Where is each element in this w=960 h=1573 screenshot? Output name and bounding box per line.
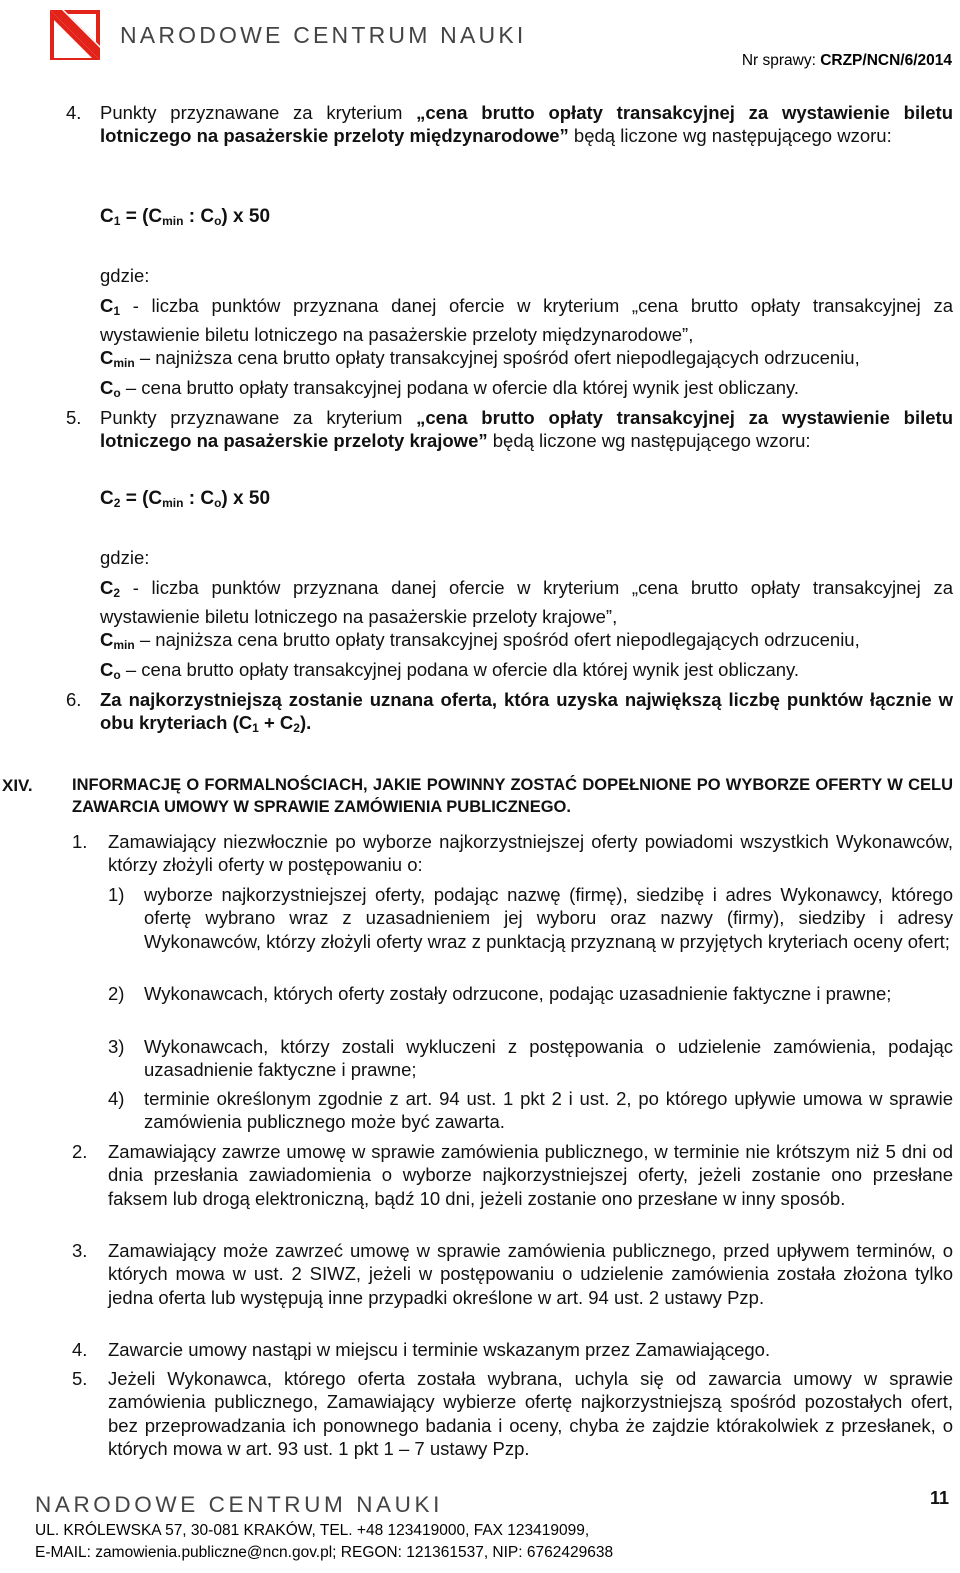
point-5-def-c2: $C_2$ - liczba punktów przyznana danej ofercie w kryterium „cena brutto opłaty transakcyjnej za wystawienie biletu lotniczego na pasażerskie przeloty krajowe”,: [100, 577, 953, 628]
page-number: 11: [930, 1488, 950, 1508]
section-item-3-number: 3.: [72, 1240, 88, 1261]
point-5-def-co: $C_o$ – cena brutto opłaty transakcyjnej podana w ofercie dla której wynik jest obliczany.: [100, 659, 800, 682]
ncn-logo-icon: [50, 10, 100, 60]
section-item-5-text: Jeżeli Wykonawca, którego oferta została wybrana, uchyla się od zawarcia umowy w sprawie zamówienia publicznego, Zamawiający wybierze ofertę najkorzystniejszą spośród pozostałych ofert, bez przeprowadzania ich ponownego badania i oceny, chyba że zajdzie którakolwiek z przesłanek, o których mowa w art. 93 ust. 1 pkt 1 – 7 ustawy Pzp.: [108, 1368, 953, 1460]
point-6-text: Za najkorzystniejszą zostanie uznana oferta, która uzyska największą liczbę punktów łącznie w obu kryteriach $(C_1 + C_2)$.: [100, 689, 953, 736]
section-number: XIV.: [2, 776, 33, 795]
footer-address: UL. KRÓLEWSKA 57, 30-081 KRAKÓW, TEL. +48 123419000, FAX 123419099,: [35, 1522, 590, 1539]
subitem-2-number: 2): [108, 983, 125, 1004]
point-4-def-cmin: $C_{min}$ – najniższa cena brutto opłaty transakcyjnej spośród ofert niepodlegających odrzuceniu,: [100, 347, 860, 370]
section-item-1-text: Zamawiający niezwłocznie po wyborze najkorzystniejszej oferty powiadomi wszystkich Wykonawców, którzy złożyli oferty w postępowaniu o:: [108, 831, 953, 876]
section-title: INFORMACJĘ O FORMALNOŚCIACH, JAKIE POWINNY ZOSTAĆ DOPEŁNIONE PO WYBORZE OFERTY W CELU ZAWARCIA UMOWY W SPRAWIE ZAMÓWIENIA PUBLICZNEGO.: [72, 776, 953, 816]
point-5-gdzie: gdzie:: [100, 547, 150, 568]
section-item-5-number: 5.: [72, 1368, 88, 1389]
subitem-3-number: 3): [108, 1036, 125, 1057]
section-item-2-number: 2.: [72, 1141, 88, 1162]
section-item-4-number: 4.: [72, 1339, 88, 1360]
case-number-label: Nr sprawy:: [741, 52, 821, 69]
case-number: [742, 52, 952, 70]
point-5-text: Punkty przyznawane za kryterium „cena brutto opłaty transakcyjnej za wystawienie biletu lotniczego na pasażerskie przeloty krajowe” będą liczone wg następującego wzoru:: [100, 407, 953, 452]
formula-c1: $C_1 = (C_{min}$ : $C_o$) x 50: [100, 206, 271, 228]
point-5-def-cmin: $C_{min}$ – najniższa cena brutto opłaty transakcyjnej spośród ofert niepodlegających odrzuceniu,: [100, 629, 860, 652]
subitem-4-text: terminie określonym zgodnie z art. 94 ust. 1 pkt 2 i ust. 2, po którego upływie umowa w sprawie zamówienia publicznego może być zawarta.: [144, 1088, 953, 1133]
subitem-1-text: wyborze najkorzystniejszej oferty, podając nazwę (firmę), siedzibę i adres Wykonawcy, którego ofertę wybrano wraz z uzasadnieniem jej wyboru oraz nazwy (firmy), siedziby i adresy Wykonawców, którzy złożyli oferty wraz z punktacją przyznaną w przyjętych kryteriach oceny ofert;: [144, 884, 953, 952]
point-4-gdzie: gdzie:: [100, 265, 150, 286]
section-item-3-text: Zamawiający może zawrzeć umowę w sprawie zamówienia publicznego, przed upływem terminów, o których mowa w ust. 2 SIWZ, jeżeli w postępowaniu o udzielenie zamówienia została złożona tylko jedna oferta lub występują inne przypadki określone w art. 94 ust. 2 ustawy Pzp.: [108, 1240, 953, 1308]
subitem-4-number: 4): [108, 1088, 125, 1109]
footer-contact: E-MAIL: zamowienia.publiczne@ncn.gov.pl; REGON: 121361537, NIP: 6762429638: [35, 1544, 614, 1561]
point-4-def-co: $C_o$ – cena brutto opłaty transakcyjnej podana w ofercie dla której wynik jest obliczany.: [100, 377, 800, 400]
subitem-1-number: 1): [108, 884, 125, 905]
point-4-text: Punkty przyznawane za kryterium „cena brutto opłaty transakcyjnej za wystawienie biletu lotniczego na pasażerskie przeloty międzynarodowe” będą liczone wg następującego wzoru:: [100, 102, 953, 147]
point-4-def-c1: $C_1$ - liczba punktów przyznana danej ofercie w kryterium „cena brutto opłaty transakcyjnej za wystawienie biletu lotniczego na pasażerskie przeloty międzynarodowe”,: [100, 295, 953, 346]
point-5-number: 5.: [66, 407, 82, 428]
formula-c2: $C_2 = (C_{min}$ : $C_o$) x 50: [100, 488, 271, 510]
subitem-3-text: Wykonawcach, którzy zostali wykluczeni z postępowania o udzielenie zamówienia, podając uzasadnienie faktyczne i prawne;: [144, 1036, 953, 1081]
footer-brand: NARODOWE CENTRUM NAUKI: [35, 1492, 443, 1517]
section-item-2-text: Zamawiający zawrze umowę w sprawie zamówienia publicznego, w terminie nie krótszym niż 5 dni od dnia przesłania zawiadomienia o wyborze najkorzystniejszej oferty, jeżeli zostanie ono przesłane faksem lub drogą elektroniczną, bądź 10 dni, jeżeli zostanie ono przesłane w inny sposób.: [108, 1141, 953, 1209]
header-brand: NARODOWE CENTRUM NAUKI: [120, 22, 527, 48]
section-item-4-text: Zawarcie umowy nastąpi w miejscu i terminie wskazanym przez Zamawiającego.: [108, 1339, 771, 1360]
point-6-number: 6.: [66, 689, 82, 710]
section-item-1-number: 1.: [72, 831, 88, 852]
subitem-2-text: Wykonawcach, których oferty zostały odrzucone, podając uzasadnienie faktyczne i prawne;: [144, 983, 892, 1004]
case-number-value: CRZP/NCN/6/2014: [820, 52, 952, 69]
point-4-number: 4.: [66, 102, 82, 123]
